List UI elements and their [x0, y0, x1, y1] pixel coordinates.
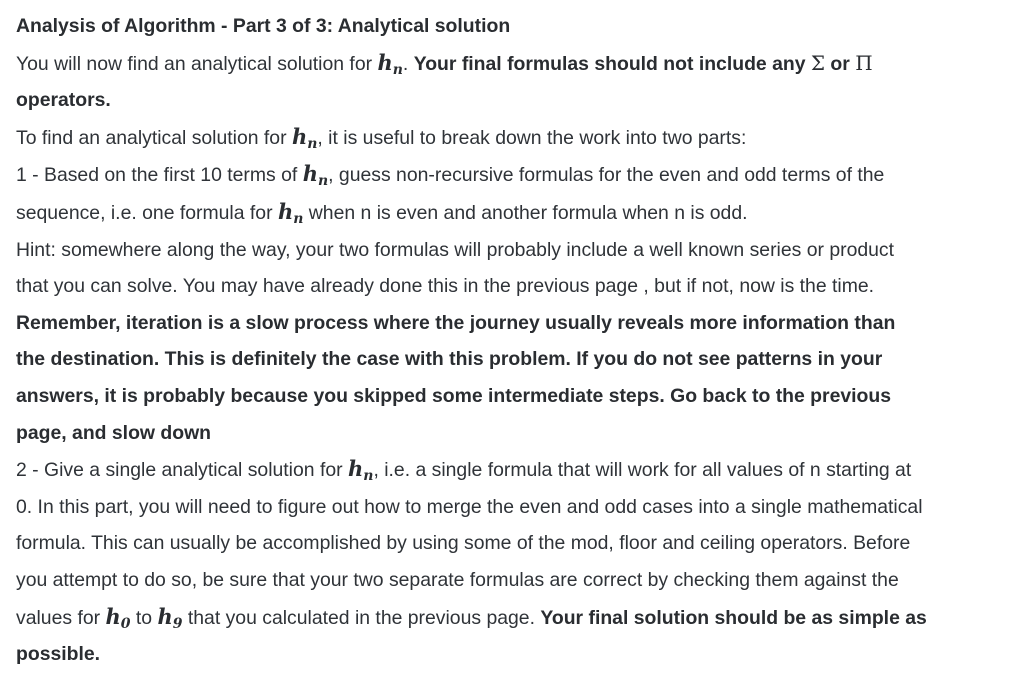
remember-line-3: answers, it is probably because you skipped some intermediate steps. Go back to the previous [16, 384, 892, 407]
step2-line-1: 2 - Give a single analytical solution for $h_n$, i.e. a single formula that will work for all values of n starting at [16, 456, 912, 485]
step2-line-2: 0. In this part, you will need to figure out how to merge the even and odd cases into a single mathematical [16, 495, 923, 518]
h-0-symbol: $h_0$ [105, 603, 131, 632]
pi-symbol: Π [855, 50, 873, 75]
h-n-symbol: $h_n$ [302, 161, 329, 190]
h-n-symbol: $h_n$ [277, 198, 304, 227]
intro-line-1: You will now find an analytical solution for $h_n$. Your final formulas should not include any Σ or Π [16, 49, 873, 78]
step1-line-2: sequence, i.e. one formula for $h_n$ when n is even and another formula when n is odd. [16, 198, 748, 227]
h-n-symbol: $h_n$ [347, 456, 374, 485]
sigma-symbol: Σ [810, 50, 826, 75]
remember-line-2: the destination. This is definitely the case with this problem. If you do not see patterns in your [16, 348, 883, 371]
step1-line-1: 1 - Based on the first 10 terms of $h_n$, guess non-recursive formulas for the even and odd terms of the [16, 161, 885, 190]
intro-line-2: operators. [16, 89, 111, 112]
final-note-bold: Your final solution should be as simple as [540, 606, 927, 629]
intro-text: You will now find an analytical solution for [16, 52, 378, 75]
step2-line-5: values for $h_0$ to $h_9$ that you calculated in the previous page. Your final solution should be as simple as [16, 603, 927, 632]
h-n-symbol: $h_n$ [377, 49, 403, 78]
para2-line: To find an analytical solution for $h_n$, it is useful to break down the work into two parts: [16, 123, 747, 152]
page-title: Analysis of Algorithm - Part 3 of 3: Analytical solution [16, 15, 511, 37]
h-9-symbol: $h_9$ [157, 603, 183, 632]
remember-line-4: page, and slow down [16, 421, 211, 444]
hint-line-2: that you can solve. You may have already done this in the previous page , but if not, now is the time. [16, 275, 875, 298]
step2-line-4: you attempt to do so, be sure that your two separate formulas are correct by checking them against the [16, 568, 899, 591]
step2-line-6: possible. [16, 643, 101, 666]
hint-line-1: Hint: somewhere along the way, your two formulas will probably include a well known series or product [16, 238, 895, 261]
step2-line-3: formula. This can usually be accomplished by using some of the mod, floor and ceiling operators. Before [16, 532, 911, 555]
h-n-symbol: $h_n$ [291, 123, 318, 152]
remember-line-1: Remember, iteration is a slow process where the journey usually reveals more information than [16, 311, 896, 334]
intro-bold-warning: Your final formulas should not include any [413, 52, 811, 75]
